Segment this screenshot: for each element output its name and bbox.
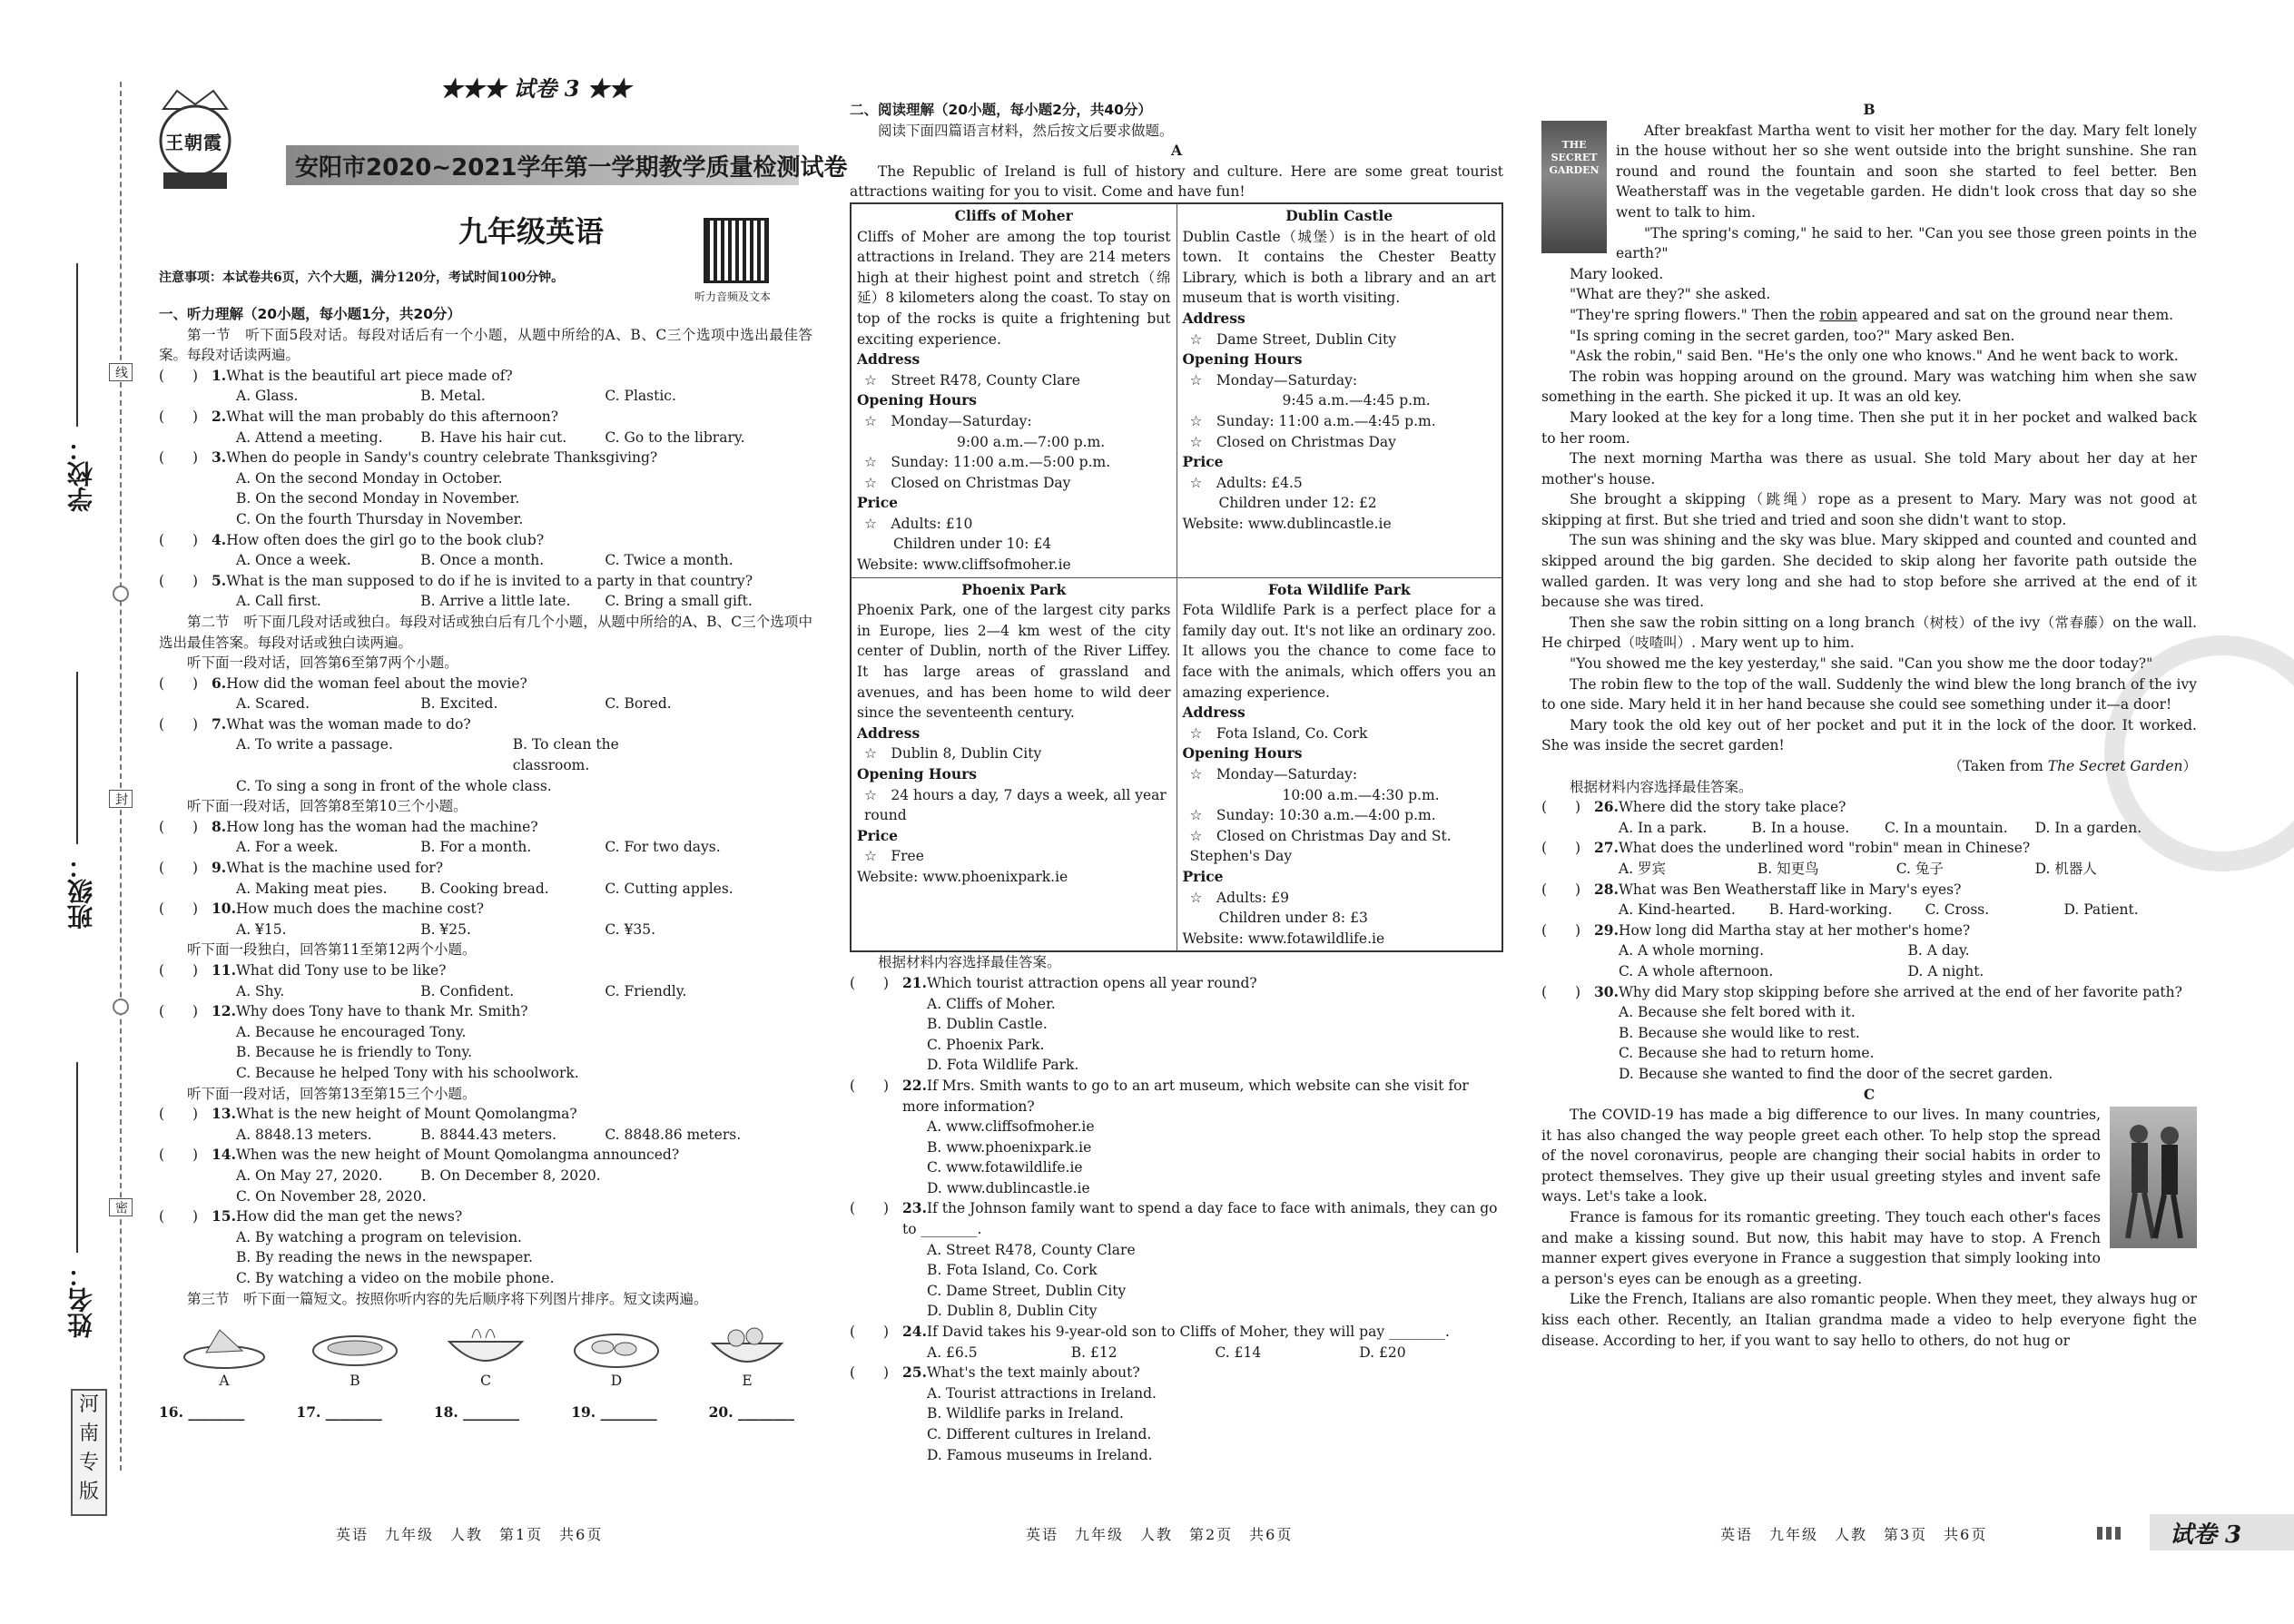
- option: B. Fota Island, Co. Cork: [927, 1262, 1098, 1279]
- section-heading: 一、听力理解（20小题，每小题1分，共20分）: [159, 306, 461, 322]
- question-13: ( ) 13.What is the new height of Mount Qomolangma?: [159, 1104, 812, 1125]
- part-instruction: 第二节 听下面几段对话或独白。每段对话或独白后有几个小题，从题中所给的A、B、C三个选项中选出最佳答案。每段对话或独白读两遍。: [159, 613, 812, 651]
- options: A. Making meat pies. B. Cooking bread. C. Cutting apples.: [236, 880, 733, 897]
- passage-label-c: C: [1863, 1085, 1876, 1103]
- option: B. By reading the news in the newspaper.: [236, 1249, 533, 1266]
- attraction-fota-wildlife: Fota Wildlife Park Fota Wildlife Park is a perfect place for a family day out. It's not like an ordinary zoo. It allows you the chance to come face to face with the animals, which offers you an amazing experience. Address ☆ Fota Island, Co. Cork Opening Hours ☆ Monday—Saturday: 10:00 a.m.—4:30 p.m. ☆ Sunday: 10:30 a.m.—4:00 p.m. ☆ Closed on Christmas Day and St. Stephen's Day Price ☆ Adults: £9 Children under 8: £3 Website: www.fotawildlife.ie: [1177, 577, 1502, 951]
- question-26: ( ) 26.Where did the story take place?: [1541, 797, 2197, 818]
- paragraph: France is famous for its romantic greeting. They touch each other's faces and make a kissing sound. But now, this habit may have to stop. A French manner expert gives everyone in France a suggestion that simply looking into a person's eyes can be enough as a greeting.: [1541, 1209, 2101, 1287]
- option: C. Phoenix Park.: [927, 1036, 1045, 1053]
- question-5: ( ) 5.What is the man supposed to do if he is invited to a party in that country?: [159, 571, 812, 592]
- answer-slot[interactable]: ( ): [1541, 799, 1581, 816]
- question-9: ( ) 9.What is the machine used for?: [159, 858, 812, 879]
- options: A. On May 27, 2020. B. On December 8, 2020.: [236, 1166, 601, 1184]
- options: A. Once a week. B. Once a month. C. Twice a month.: [236, 552, 733, 569]
- paragraph: "The spring's coming," he said to her. "Can you see those green points in the earth?": [1616, 224, 2197, 262]
- subject-title: 九年级英语: [458, 214, 605, 249]
- qr-caption: 听力音频及文本: [694, 290, 772, 303]
- squares-icon: [2097, 1527, 2121, 1540]
- group-instruction: 听下面一段对话，回答第6至第7两个小题。: [187, 655, 458, 672]
- question-2: ( ) 2.What will the man probably do this afternoon?: [159, 407, 812, 428]
- question-1: ( ) 1.What is the beautiful art piece made of?: [159, 366, 812, 387]
- binding-sidebar: [0, 0, 136, 1624]
- answer-slot[interactable]: ( ): [159, 449, 199, 467]
- question-30: ( ) 30.Why did Mary stop skipping before she arrived at the end of her favorite path?: [1541, 982, 2197, 1003]
- name-line: [76, 1062, 78, 1253]
- answer-slot[interactable]: ( ): [1541, 983, 1581, 1000]
- underlined-word: robin: [1819, 306, 1858, 323]
- question-instruction: 根据材料内容选择最佳答案。: [1570, 778, 1753, 795]
- paragraph: The next morning Martha was there as usual. She told Mary about her day at her mother's house.: [1541, 450, 2197, 487]
- answer-slot[interactable]: ( ): [159, 818, 199, 835]
- question-14: ( ) 14.When was the new height of Mount Qomolangma announced?: [159, 1145, 812, 1166]
- options: A. Attend a meeting. B. Have his hair cut. C. Go to the library.: [236, 428, 745, 446]
- answer-slot[interactable]: ( ): [159, 901, 199, 918]
- option: B. On the second Monday in November.: [236, 490, 520, 507]
- question-4: ( ) 4.How often does the girl go to the book club?: [159, 530, 812, 551]
- reading-section: [850, 100, 1503, 1465]
- question-11: ( ) 11.What did Tony use to be like?: [159, 960, 812, 981]
- question-12: ( ) 12.Why does Tony have to thank Mr. Smith?: [159, 1001, 812, 1022]
- option: A. Tourist attractions in Ireland.: [927, 1384, 1157, 1402]
- paragraph: "Ask the robin," said Ben. "He's the only one who knows." And he went back to work.: [1570, 348, 2179, 365]
- picture-a: A: [174, 1316, 274, 1392]
- group-instruction: 听下面一段对话，回答第13至第15三个小题。: [187, 1085, 477, 1102]
- paragraph: Then she saw the robin sitting on a long branch（树枝）of the ivy（常春藤）on the wall. He chirped（吱喳叫）. Mary went up to him.: [1541, 614, 2197, 652]
- question-15: ( ) 15.How did the man get the news?: [159, 1206, 812, 1227]
- passage-source: （Taken from The Secret Garden）: [1948, 758, 2197, 774]
- picture-order-blanks[interactable]: 16. ________ 17. ________ 18. ________ 19. ________ 20. ________: [159, 1403, 794, 1421]
- attraction-phoenix-park: Phoenix Park Phoenix Park, one of the largest city parks in Europe, lies 2—4 km west of the city center of Dublin, north of the River Liffey. It has large areas of grassland and avenues, and has been home to wild deer since the seventeenth century. Address ☆ Dublin 8, Dublin City Opening Hours ☆ 24 hours a day, 7 days a week, all year round Price ☆ Free Website: www.phoenixpark.ie: [851, 577, 1177, 951]
- class-label: 班级：: [66, 853, 96, 930]
- options: C. A whole afternoon. D. A night.: [1619, 962, 1984, 979]
- options: A. A whole morning. B. A day.: [1619, 942, 1970, 960]
- group-instruction: 听下面一段独白，回答第11至第12两个小题。: [187, 941, 477, 959]
- answer-slot[interactable]: ( ): [159, 1208, 199, 1225]
- options: A. 罗宾 B. 知更鸟 C. 兔子 D. 机器人: [1619, 860, 2097, 877]
- page-footer-2: 英语 九年级 人教 第2页 共6页: [1026, 1526, 1294, 1543]
- options: A. Kind-hearted. B. Hard-working. C. Cross. D. Patient.: [1619, 901, 2139, 919]
- picture-b: B: [305, 1316, 405, 1392]
- options: A. £6.5 B. £12 C. £14 D. £20: [927, 1343, 1406, 1361]
- options: A. 8848.13 meters. B. 8844.43 meters. C. 8848.86 meters.: [236, 1126, 742, 1143]
- question-27: ( ) 27.What does the underlined word "robin" mean in Chinese?: [1541, 838, 2197, 859]
- listening-section: [159, 304, 812, 1422]
- seal-mark-line: 线: [109, 363, 133, 381]
- option: C. Different cultures in Ireland.: [927, 1426, 1152, 1442]
- paragraph: After breakfast Martha went to visit her mother for the day. Mary felt lonely in the house without her so she went outside into the bright sunshine. She ran round and round the fountain and soon she started to feel better. Ben Weatherstaff was in the vegetable garden. He didn't look cross that day so she went to talk to him.: [1616, 122, 2197, 221]
- page-footer-1: 英语 九年级 人教 第1页 共6页: [336, 1526, 604, 1543]
- answer-slot[interactable]: ( ): [850, 1077, 890, 1094]
- answer-slot[interactable]: ( ): [159, 1003, 199, 1020]
- punch-hole-icon: [113, 586, 129, 602]
- paragraph: She brought a skipping（跳绳）rope as a present to Mary. Mary was not good at skipping at first. But she tried and tried and soon she didn't want to stop.: [1541, 491, 2197, 528]
- attraction-cliffs: Cliffs of Moher Cliffs of Moher are among the top tourist attractions in Ireland. They are 214 meters high at their highest point and stretch（绵延）8 kilometers along the coast. To stay on top of the rocks is quite a frightening but exciting experience. Address ☆ Street R478, County Clare Opening Hours ☆ Monday—Saturday: 9:00 a.m.—7:00 p.m. ☆ Sunday: 11:00 a.m.—5:00 p.m. ☆ Closed on Christmas Day Price ☆ Adults: £10 Children under 10: £4 Website: www.cliffsofmoher.ie: [851, 203, 1177, 577]
- paragraph: The sun was shining and the sky was blue. Mary skipped and counted and counted and skipped around the big garden. She decided to skip along her favorite path outside the walled garden. It was very long and she had to stop before she arrived at the end of it because she was tired.: [1541, 532, 2197, 611]
- question-3: ( ) 3.When do people in Sandy's country celebrate Thanksgiving?: [159, 448, 812, 468]
- paragraph: Like the French, Italians are also romantic people. When they meet, they always hug or kiss each other. Recently, an Italian grandma made a video to help everyone fight the disease. According to her, if you want to say hello to others, do not hug or: [1541, 1291, 2197, 1349]
- paragraph: "They're spring flowers." Then the robin appeared and sat on the ground near them.: [1570, 306, 2174, 323]
- answer-slot[interactable]: ( ): [159, 674, 199, 692]
- options: A. Scared. B. Excited. C. Bored.: [236, 695, 672, 713]
- picture-d: D: [566, 1316, 666, 1392]
- website-link[interactable]: Website: www.dublincastle.ie: [1182, 515, 1392, 532]
- options: A. Call first. B. Arrive a little late. C. Bring a small gift.: [236, 593, 753, 610]
- answer-slot[interactable]: ( ): [1541, 840, 1581, 857]
- paragraph: "Is spring coming in the secret garden, too?" Mary asked Ben.: [1570, 327, 2015, 344]
- option: A. Cliffs of Moher.: [927, 995, 1056, 1012]
- paragraph: Mary took the old key out of her pocket and put it in the lock of the door. It worked. She was inside the secret garden!: [1541, 716, 2197, 754]
- answer-slot[interactable]: ( ): [850, 974, 890, 991]
- question-25: ( ) 25.What's the text mainly about?: [850, 1363, 1503, 1383]
- attractions-table: [850, 202, 1503, 952]
- name-label: 姓名：: [66, 1262, 96, 1338]
- option: C. www.fotawildlife.ie: [927, 1159, 1083, 1176]
- exam-title: 安阳市2020~2021学年第一学期教学质量检测试卷: [286, 145, 799, 185]
- publisher-logo: [145, 86, 245, 195]
- group-instruction: 听下面一段对话，回答第8至第10三个小题。: [187, 798, 468, 815]
- school-line: [76, 263, 78, 427]
- question-8: ( ) 8.How long has the woman had the machine?: [159, 817, 812, 838]
- option: D. Fota Wildlife Park.: [927, 1057, 1079, 1074]
- options: A. For a week. B. For a month. C. For two days.: [236, 839, 721, 856]
- name-field[interactable]: [64, 1062, 96, 1353]
- website-link[interactable]: Website: www.phoenixpark.ie: [857, 868, 1068, 885]
- paragraph: "What are they?" she asked.: [1570, 286, 1771, 303]
- answer-slot[interactable]: ( ): [850, 1200, 890, 1217]
- class-field[interactable]: [64, 672, 96, 944]
- school-label: 学校：: [66, 436, 96, 512]
- option: C. On the fourth Thursday in November.: [236, 510, 524, 527]
- part-instruction: 第一节 听下面5段对话。每段对话后有一个小题，从题中所给的A、B、C三个选项中选出最佳答案。每段对话读两遍。: [159, 326, 812, 364]
- question-21: ( ) 21.Which tourist attraction opens all year round?: [850, 973, 1503, 994]
- attraction-dublin-castle: Dublin Castle Dublin Castle（城堡）is in the heart of old town. It contains the Chester Beatty Library, which is both a library and an art museum that is worth visiting. Address ☆ Dame Street, Dublin City Opening Hours ☆ Monday—Saturday: 9:45 a.m.—4:45 p.m. ☆ Sunday: 11:00 a.m.—4:45 p.m. ☆ Closed on Christmas Day Price ☆ Adults: £4.5 Children under 12: £2 Website: www.dublincastle.ie: [1177, 203, 1502, 577]
- question-22: ( ) 22.If Mrs. Smith wants to go to an art museum, which website can she visit for more information?: [850, 1076, 1469, 1115]
- qr-code[interactable]: [704, 218, 769, 283]
- option: B. Because she would like to rest.: [1619, 1024, 1860, 1041]
- punch-hole-icon: [113, 999, 129, 1015]
- option: D. www.dublincastle.ie: [927, 1179, 1090, 1196]
- option: C. To sing a song in front of the whole class.: [236, 777, 552, 794]
- option: A. By watching a program on television.: [236, 1228, 522, 1245]
- seal-mark-seal: 封: [109, 790, 133, 808]
- option: B. Because he is friendly to Tony.: [236, 1044, 473, 1061]
- passage-label-a: A: [1170, 142, 1183, 160]
- question-instruction: 根据材料内容选择最佳答案。: [878, 954, 1061, 971]
- option: B. Dublin Castle.: [927, 1016, 1048, 1033]
- paragraph: Mary looked at the key for a long time. Then she put it in her pocket and walked back to her room.: [1541, 408, 2197, 447]
- paragraph: The robin was hopping around on the ground. Mary was watching him when she saw something in the earth. She picked it up. It was an old key.: [1541, 368, 2197, 406]
- option: C. Dame Street, Dublin City: [927, 1282, 1127, 1299]
- page-footer-3: 英语 九年级 人教 第3页 共6页: [1720, 1526, 1988, 1543]
- options: A. Glass. B. Metal. C. Plastic.: [236, 388, 676, 405]
- website-link[interactable]: Website: www.fotawildlife.ie: [1182, 930, 1385, 947]
- option: B. Wildlife parks in Ireland.: [927, 1405, 1124, 1422]
- seal-mark-secret: 密: [109, 1198, 133, 1216]
- option: A. Because he encouraged Tony.: [236, 1023, 467, 1040]
- option: C. Because he helped Tony with his schoolwork.: [236, 1064, 579, 1081]
- answer-slot[interactable]: ( ): [159, 572, 199, 589]
- passage-label-b: B: [1863, 101, 1876, 118]
- answer-slot[interactable]: ( ): [159, 1106, 199, 1123]
- question-6: ( ) 6.How did the woman feel about the movie?: [159, 674, 812, 694]
- question-29: ( ) 29.How long did Martha stay at her mother's home?: [1541, 920, 2197, 941]
- options: A. Shy. B. Confident. C. Friendly.: [236, 982, 687, 999]
- stars-title: ★★★ 试卷 3 ★★: [440, 75, 631, 102]
- henan-edition-badge: 河 南 专 版: [71, 1389, 107, 1516]
- option: B. www.phoenixpark.ie: [927, 1138, 1092, 1156]
- food-pictures: [159, 1316, 812, 1392]
- picture-c: C: [436, 1316, 536, 1392]
- part-instruction: 第三节 听下面一篇短文。按照你听内容的先后顺序将下列图片排序。短文读两遍。: [187, 1290, 708, 1307]
- exam-notice: 注意事项：本试卷共6页，六个大题，满分120分，考试时间100分钟。: [159, 271, 565, 285]
- answer-slot[interactable]: ( ): [159, 962, 199, 979]
- school-field[interactable]: [64, 263, 96, 536]
- option: A. Because she felt bored with it.: [1619, 1004, 1856, 1021]
- answer-slot[interactable]: ( ): [850, 1364, 890, 1382]
- question-7: ( ) 7.What was the woman made to do?: [159, 714, 812, 735]
- option: A. www.cliffsofmoher.ie: [927, 1118, 1095, 1136]
- answer-slot[interactable]: ( ): [159, 860, 199, 877]
- options: A. In a park. B. In a house. C. In a mountain. D. In a garden.: [1619, 819, 2142, 836]
- paragraph: The COVID-19 has made a big difference to our lives. In many countries, it has also changed the way people greet each other. To help stop the spread of the novel coronavirus, people are changing their social habits in order to protect themselves. They give up their usual greeting styles and invent safe ways. Let's take a look.: [1541, 1107, 2101, 1206]
- section-heading: 二、阅读理解（20小题，每小题2分，共40分）: [850, 102, 1152, 118]
- paragraph: The robin flew to the top of the wall. Suddenly the wind blew the long branch of the ivy to one side. Mary held it in her hand because she could see something under it—a door!: [1541, 675, 2197, 714]
- answer-slot[interactable]: ( ): [159, 408, 199, 425]
- picture-e: E: [697, 1316, 797, 1392]
- answer-slot[interactable]: ( ): [159, 367, 199, 384]
- option: A. Street R478, County Clare: [927, 1241, 1136, 1258]
- exam-tag-badge: 试卷 3: [2088, 1514, 2294, 1550]
- passage-a-intro: The Republic of Ireland is full of history and culture. Here are some great tourist attractions waiting for you to visit. Come and have fun!: [850, 162, 1503, 201]
- secret-garden-cover: THE SECRET GARDEN: [1541, 121, 1607, 253]
- option: C. By watching a video on the mobile phone.: [236, 1269, 555, 1286]
- reading-passages-bc: [1541, 100, 2197, 1351]
- dashed-binding-line: [120, 82, 122, 1471]
- reading-instruction: 阅读下面四篇语言材料，然后按文后要求做题。: [878, 122, 1174, 139]
- question-10: ( ) 10.How much does the machine cost?: [159, 899, 812, 920]
- class-line: [76, 672, 78, 844]
- option: D. Dublin 8, Dublin City: [927, 1303, 1098, 1320]
- question-28: ( ) 28.What was Ben Weatherstaff like in Mary's eyes?: [1541, 880, 2197, 901]
- logo-text: 王朝霞: [165, 132, 222, 153]
- answer-slot[interactable]: ( ): [159, 1147, 199, 1164]
- answer-slot[interactable]: ( ): [1541, 921, 1581, 939]
- answer-slot[interactable]: ( ): [1541, 881, 1581, 898]
- options: A. ¥15. B. ¥25. C. ¥35.: [236, 920, 656, 938]
- exam-header: [159, 75, 848, 327]
- answer-slot[interactable]: ( ): [159, 715, 199, 733]
- paragraph: Mary looked.: [1570, 265, 1664, 282]
- answer-slot[interactable]: ( ): [159, 531, 199, 548]
- question-23: ( ) 23.If the Johnson family want to spend a day face to face with animals, they can go to ________.: [850, 1199, 1498, 1238]
- question-24: ( ) 24.If David takes his 9-year-old son to Cliffs of Moher, they will pay ________.: [850, 1322, 1503, 1343]
- options: A. To write a passage. B. To clean the classroom.: [236, 736, 619, 774]
- website-link[interactable]: Website: www.cliffsofmoher.ie: [857, 556, 1071, 574]
- option: D. Famous museums in Ireland.: [927, 1446, 1153, 1463]
- paragraph: "You showed me the key yesterday," she said. "Can you show me the door today?": [1570, 655, 2153, 673]
- option: A. On the second Monday in October.: [236, 469, 503, 487]
- answer-slot[interactable]: ( ): [850, 1324, 890, 1341]
- option: C. Because she had to return home.: [1619, 1045, 1875, 1062]
- greeting-photo: [2110, 1107, 2197, 1248]
- option: C. On November 28, 2020.: [236, 1187, 427, 1205]
- option: D. Because she wanted to find the door of the secret garden.: [1619, 1065, 2053, 1082]
